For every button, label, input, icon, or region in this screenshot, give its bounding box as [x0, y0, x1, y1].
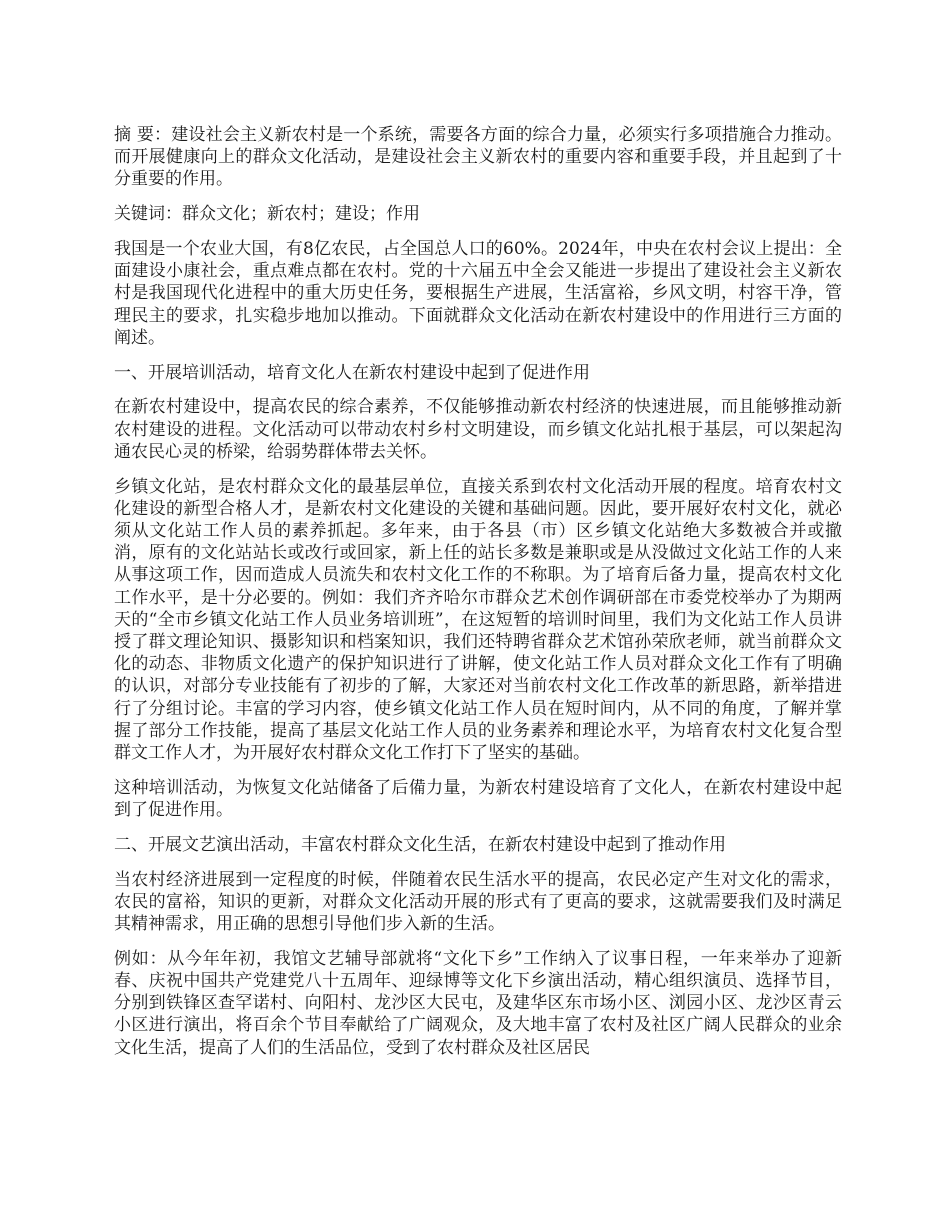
body-paragraph: 例如：从今年年初，我馆文艺辅导部就将“文化下乡”工作纳入了议事日程，一年来举办了迎新春、庆祝中国共产党建党八十五周年、迎绿博等文化下乡演出活动，精心组织演员、选择节目，分别到铁锋区查罕诺村、向阳村、龙沙区大民屯，及建华区东市场小区、浏园小区、龙沙区青云小区进行演出，将百余个节目奉献给了广阔观众，及大地丰富了农村及社区广阔人民群众的业余文化生活，提高了人们的生活品位，受到了农村群众及社区居民 — [114, 948, 842, 1058]
section-heading-1: 一、开展培训活动，培育文化人在新农村建设中起到了促进作用 — [114, 362, 590, 383]
body-paragraph: 在新农村建设中，提高农民的综合素养，不仅能够推动新农村经济的快速进展，而且能够推动新农村建设的进程。文化活动可以带动农村乡村文明建设，而乡镇文化站扎根于基层，可以架起沟通农民心灵的桥梁，给弱势群体带去关怀。 — [114, 397, 842, 462]
abstract-paragraph: 摘 要：建设社会主义新农村是一个系统，需要各方面的综合力量，必须实行多项措施合力推动。而开展健康向上的群众文化活动，是建设社会主义新农村的重要内容和重要手段，并且起到了十分重要的作用。 — [114, 125, 842, 190]
body-paragraph: 当农村经济进展到一定程度的时候，伴随着农民生活水平的提高，农民必定产生对文化的需求，农民的富裕，知识的更新，对群众文化活动开展的形式有了更高的要求，这就需要我们及时满足其精神需求，用正确的思想引导他们步入新的生活。 — [114, 869, 842, 935]
document-body — [114, 124, 842, 1071]
body-paragraph: 乡镇文化站，是农村群众文化的最基层单位，直接关系到农村文化活动开展的程度。培育农村文化建设的新型合格人才，是新农村文化建设的关键和基础问题。因此，要开展好农村文化，就必须从文化站工作人员的素养抓起。多年来，由于各县（市）区乡镇文化站绝大多数被合并或撤消，原有的文化站站长或改行或回家，新上任的站长多数是兼职或是从没做过文化站工作的人来从事这项工作，因而造成人员流失和农村文化工作的不称职。为了培育后备力量，提高农村文化工作水平，是十分必要的。例如：我们齐齐哈尔市群众艺术创作调研部在市委党校举办了为期两天的“全市乡镇文化站工作人员业务培训班”，在这短暂的培训时间里，我们为文化站工作人员讲授了群文理论知识、摄影知识和档案知识，我们还特聘省群众艺术馆孙荣欣老师，就当前群众文化的动态、非物质文化遗产的保护知识进行了讲解，使文化站工作人员对群众文化工作有了明确的认识，对部分专业技能有了初步的了解，大家还对当前农村文化工作改革的新思路，新举措进行了分组讨论。丰富的学习内容，使乡镇文化站工作人员在短时间内，从不同的角度，了解并掌握了部分工作技能，提高了基层文化站工作人员的业务素养和理论水平，为培育农村文化复合型群文工作人才，为开展好农村群众文化工作打下了坚实的基础。 — [114, 476, 842, 764]
intro-paragraph: 我国是一个农业大国，有8亿农民，占全国总人口的60%。2024年，中央在农村会议上提出：全面建设小康社会，重点难点都在农村。党的十六届五中全会又能进一步提出了建设社会主义新农村是我国现代化进程中的重大历史任务，要根据生产进展，生活富裕，乡风文明，村容干净，管理民主的要求，扎实稳步地加以推动。下面就群众文化活动在新农村建设中的作用进行三方面的阐述。 — [114, 239, 842, 348]
section-heading-2: 二、开展文艺演出活动，丰富农村群众文化生活，在新农村建设中起到了推动作用 — [114, 834, 726, 855]
body-paragraph: 这种培训活动，为恢复文化站储备了后備力量，为新农村建设培育了文化人，在新农村建设中起到了促进作用。 — [114, 777, 842, 821]
keywords-line: 关键词：群众文化；新农村；建设；作用 — [114, 204, 420, 225]
